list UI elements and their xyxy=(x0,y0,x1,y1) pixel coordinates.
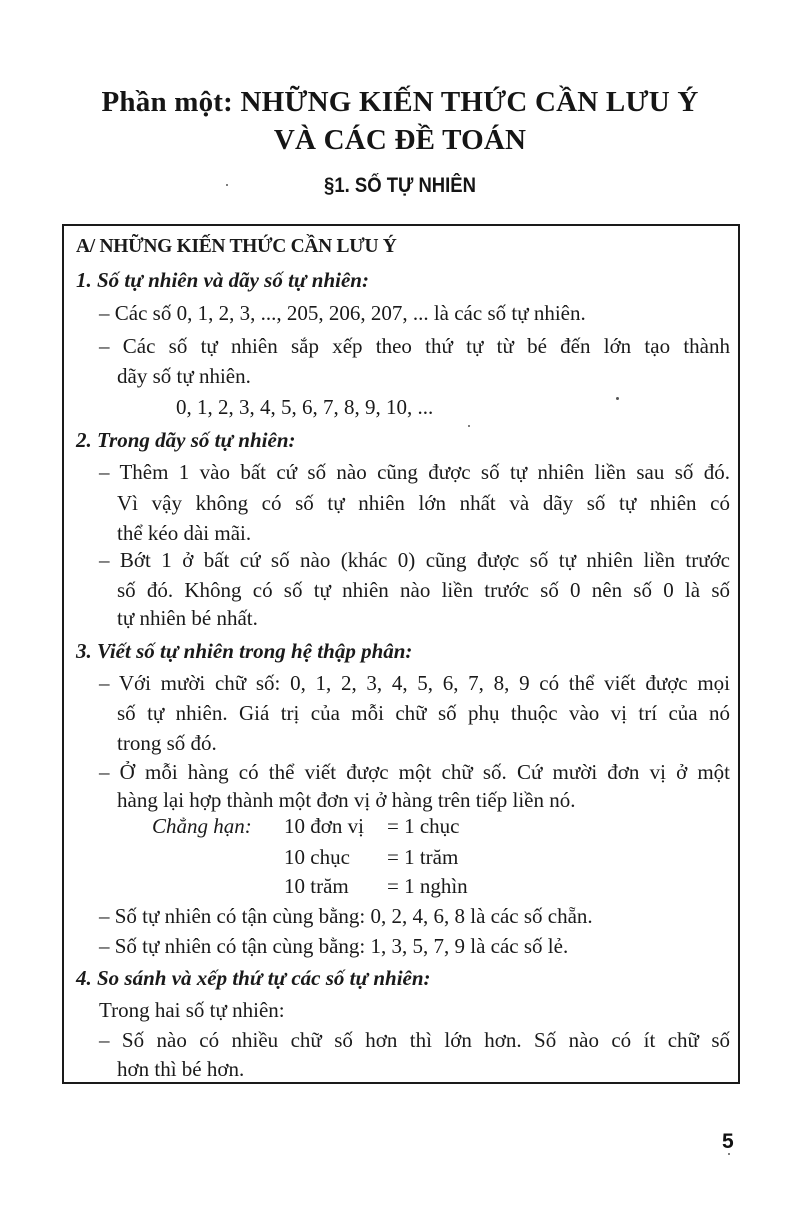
scan-speck xyxy=(226,184,228,186)
section-title: §1. SỐ TỰ NHIÊN xyxy=(324,174,476,197)
section-2-line-6: tự nhiên bé nhất. xyxy=(117,606,258,630)
scan-speck xyxy=(616,397,619,400)
section-4-line-1: Trong hai số tự nhiên: xyxy=(99,998,285,1022)
page-number: 5 xyxy=(722,1130,734,1153)
section-3-odd-numbers: – Số tự nhiên có tận cùng bằng: 1, 3, 5, 7, 9 là các số lẻ. xyxy=(99,934,569,958)
section-2-line-4: – Bớt 1 ở bất cứ số nào (khác 0) cũng được số tự nhiên liền trước xyxy=(99,548,730,572)
box-heading: A/ NHỮNG KIẾN THỨC CẦN LƯU Ý xyxy=(76,236,397,257)
section-3-line-4: – Ở mỗi hàng có thể viết được một chữ số. Cứ mười đơn vị ở một xyxy=(99,760,730,784)
section-2-title: 2. Trong dãy số tự nhiên: xyxy=(76,428,296,452)
scan-speck xyxy=(728,1153,730,1155)
example-1-right: = 1 chục xyxy=(387,814,460,838)
section-3-line-2: số tự nhiên. Giá trị của mỗi chữ số phụ thuộc vào vị trí của nó xyxy=(117,701,730,725)
example-3-left: 10 trăm xyxy=(284,874,349,898)
example-3-right: = 1 nghìn xyxy=(387,874,468,898)
section-2-line-2: Vì vậy không có số tự nhiên lớn nhất và dãy số tự nhiên có xyxy=(117,491,730,515)
section-4-title: 4. So sánh và xếp thứ tự các số tự nhiên: xyxy=(76,966,431,990)
section-1-title: 1. Số tự nhiên và dãy số tự nhiên: xyxy=(76,268,369,292)
example-2-left: 10 chục xyxy=(284,845,350,869)
part-title-line-2: VÀ CÁC ĐỀ TOÁN xyxy=(273,124,527,156)
section-4-line-3: hơn thì bé hơn. xyxy=(117,1057,245,1081)
example-label: Chẳng hạn: xyxy=(152,814,252,838)
section-1-line-1: – Các số 0, 1, 2, 3, ..., 205, 206, 207, ... là các số tự nhiên. xyxy=(99,301,586,325)
example-1-left: 10 đơn vị xyxy=(284,814,364,838)
example-2-right: = 1 trăm xyxy=(387,845,459,869)
section-3-line-3: trong số đó. xyxy=(117,731,217,755)
section-2-line-1: – Thêm 1 vào bất cứ số nào cũng được số tự nhiên liền sau số đó. xyxy=(99,460,730,484)
section-1-line-2: – Các số tự nhiên sắp xếp theo thứ tự từ bé đến lớn tạo thành xyxy=(99,334,730,358)
section-3-even-numbers: – Số tự nhiên có tận cùng bằng: 0, 2, 4, 6, 8 là các số chẵn. xyxy=(99,904,593,928)
part-title-line-1: Phần một: NHỮNG KIẾN THỨC CẦN LƯU Ý xyxy=(101,86,699,118)
section-3-line-5: hàng lại hợp thành một đơn vị ở hàng trên tiếp liền nó. xyxy=(117,788,576,812)
section-4-line-2: – Số nào có nhiều chữ số hơn thì lớn hơn. Số nào có ít chữ số xyxy=(99,1028,730,1052)
scan-speck xyxy=(468,425,470,427)
section-3-title: 3. Viết số tự nhiên trong hệ thập phân: xyxy=(76,639,413,663)
section-3-line-1: – Với mười chữ số: 0, 1, 2, 3, 4, 5, 6, 7, 8, 9 có thể viết được mọi xyxy=(99,671,730,695)
section-2-line-3: thể kéo dài mãi. xyxy=(117,521,252,545)
section-1-sequence: 0, 1, 2, 3, 4, 5, 6, 7, 8, 9, 10, ... xyxy=(176,395,434,419)
section-1-line-3: dãy số tự nhiên. xyxy=(117,364,251,388)
section-2-line-5: số đó. Không có số tự nhiên nào liền trước số 0 nên số 0 là số xyxy=(117,578,730,602)
